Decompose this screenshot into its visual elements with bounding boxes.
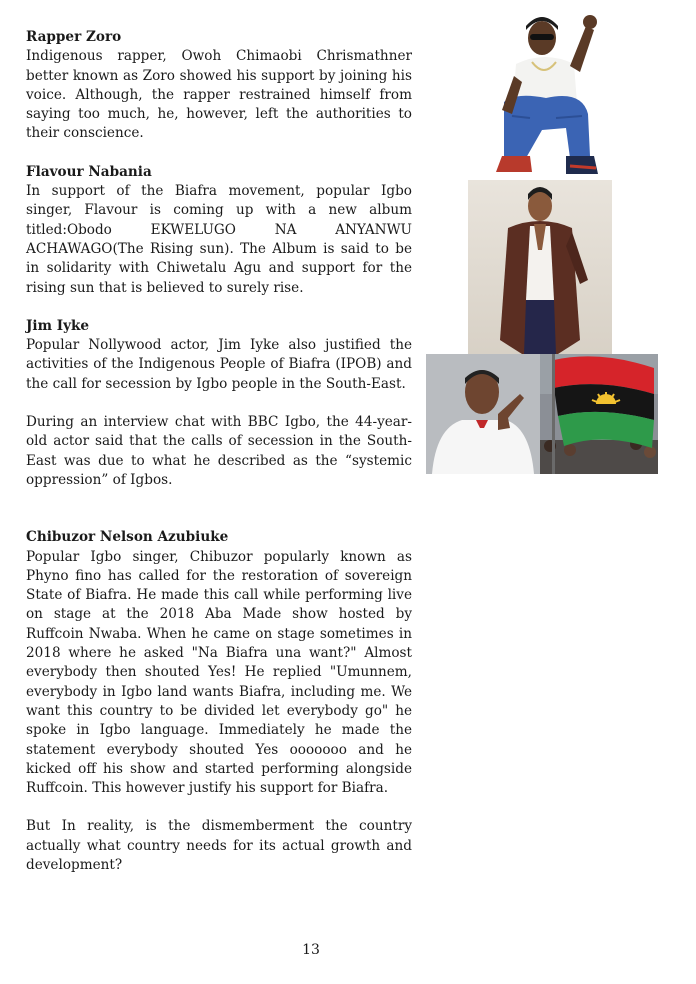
biafra-flag-photo [540, 354, 658, 474]
page-number: 13 [302, 942, 320, 958]
jim-iyke-photo [426, 354, 540, 474]
heading-rapper-zoro: Rapper Zoro [26, 29, 122, 45]
jim-iyke-paragraph-1: Popular Nollywood actor, Jim Iyke also justified the activities of the Indigenous People of Biafra (IPOB) and the call for secession by Igbo people in the South-East. [26, 337, 412, 392]
zoro-photo [486, 6, 604, 180]
article-column [26, 28, 412, 875]
flavour-paragraph: In support of the Biafra movement, popular Igbo singer, Flavour is coming up with a new album titled:Obodo EKWELUGO NA ANYANWU ACHAWAGO(The Rising sun). The Album is said to be in solidarity with Chiwetalu Agu and support for the rising sun that is believed to surely rise. [26, 183, 412, 296]
jim-iyke-paragraph-2: During an interview chat with BBC Igbo, the 44-year-old actor said that the calls of secession in the South-East was due to what he described as the “systemic oppression” of Igbos. [26, 414, 412, 488]
closing-question: But In reality, is the dismemberment the country actually what country needs for its actual growth and development? [26, 818, 412, 873]
heading-flavour: Flavour Nabania [26, 163, 152, 180]
chibuzor-paragraph: Popular Igbo singer, Chibuzor popularly known as Phyno fino has called for the restoration of sovereign State of Biafra. He made this call while performing live on stage at the 2018 Aba Made show hosted by Ruffcoin Nwaba. When he came on stage sometimes in 2018 where he asked "Na Biafra una want?" Almost everybody then shouted Yes! He replied "Umunnem, everybody in Igbo land wants Biafra, including me. We want this country to be divided let everybody go" he spoke in Igbo language. Immediately he made the statement everybody shouted Yes ooooooo and he kicked off his show and started performing alongside Ruffcoin. This however justify his support for Biafra. [26, 548, 412, 797]
flavour-photo [468, 180, 612, 354]
zoro-paragraph: Indigenous rapper, Owoh Chimaobi Chrismathner better known as Zoro showed his support by joining his voice. Although, the rapper restrained himself from saying too much, he, however, left the authorities to their conscience. [26, 48, 412, 142]
heading-chibuzor: Chibuzor Nelson Azubiuke [26, 529, 229, 546]
heading-jim-iyke: Jim Iyke [26, 317, 90, 334]
